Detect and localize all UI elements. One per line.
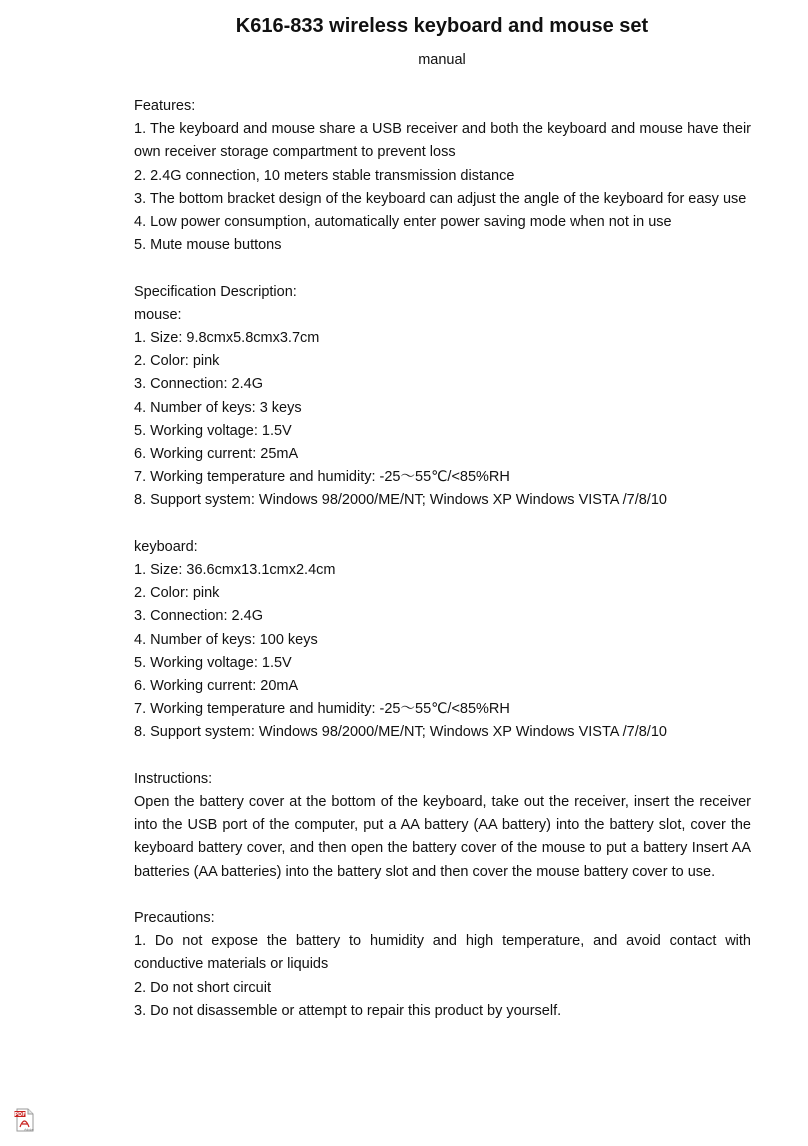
instructions-section xyxy=(134,768,751,884)
precautions-item: 2. Do not short circuit xyxy=(134,979,271,996)
mouse-spec-item: 6. Working current: 25mA xyxy=(134,446,299,463)
keyboard-spec-heading: keyboard: xyxy=(134,538,198,555)
mouse-spec-item: 5. Working voltage: 1.5V xyxy=(134,422,292,439)
keyboard-spec-item: 7. Working temperature and humidity: -25～55℃/<85%RH xyxy=(134,701,510,718)
keyboard-spec-item: 2. Color: pink xyxy=(134,585,220,602)
pdf-badge-text: PDF xyxy=(14,1112,26,1118)
features-item: 2. 2.4G connection, 10 meters stable transmission distance xyxy=(134,167,515,184)
features-item: 1. The keyboard and mouse share a USB receiver and both the keyboard and mouse have their own receiver storage compartment to prevent loss xyxy=(134,121,751,161)
specification-section xyxy=(134,281,751,745)
mouse-spec-item: 7. Working temperature and humidity: -25～55℃/<85%RH xyxy=(134,469,510,486)
features-item: 3. The bottom bracket design of the keyboard can adjust the angle of the keyboard for easy use xyxy=(134,190,747,207)
mouse-spec-item: 2. Color: pink xyxy=(134,353,220,370)
instructions-text: Open the battery cover at the bottom of the keyboard, take out the receiver, insert the receiver into the USB port of the computer, put a AA battery (AA battery) into the battery slot, cover the keyboard battery cover, and then open the battery cover of the mouse to put a battery Insert AA batteries (AA batteries) into the battery slot and then cover the mouse battery cover to use. xyxy=(134,794,751,880)
precautions-heading: Precautions: xyxy=(134,910,215,927)
features-section xyxy=(134,95,751,257)
features-heading: Features: xyxy=(134,98,196,114)
keyboard-spec-item: 8. Support system: Windows 98/2000/ME/NT; Windows XP Windows VISTA /7/8/10 xyxy=(134,724,667,741)
keyboard-spec-item: 1. Size: 36.6cmx13.1cmx2.4cm xyxy=(134,562,336,579)
mouse-spec-item: 8. Support system: Windows 98/2000/ME/NT; Windows XP Windows VISTA /7/8/10 xyxy=(134,492,667,509)
specification-heading: Specification Description: xyxy=(134,283,297,300)
features-item: 4. Low power consumption, automatically enter power saving mode when not in use xyxy=(134,214,672,231)
features-item: 5. Mute mouse buttons xyxy=(134,237,282,254)
mouse-spec-item: 1. Size: 9.8cmx5.8cmx3.7cm xyxy=(134,330,320,347)
pdf-file-icon xyxy=(14,1108,36,1132)
instructions-heading: Instructions: xyxy=(134,770,213,787)
precautions-item: 3. Do not disassemble or attempt to repair this product by yourself. xyxy=(134,1002,562,1019)
keyboard-spec-item: 3. Connection: 2.4G xyxy=(134,608,263,625)
mouse-spec-item: 3. Connection: 2.4G xyxy=(134,376,263,393)
pdf-caption-text: Adobe xyxy=(24,1127,34,1132)
precautions-section xyxy=(134,907,751,1023)
document-body xyxy=(134,95,751,1023)
mouse-spec-heading: mouse: xyxy=(134,306,182,323)
keyboard-spec-item: 4. Number of keys: 100 keys xyxy=(134,631,318,648)
precautions-item: 1. Do not expose the battery to humidity and high temperature, and avoid contact with conductive materials or liquids xyxy=(134,933,751,973)
document-subtitle: manual xyxy=(418,52,466,68)
mouse-spec-item: 4. Number of keys: 3 keys xyxy=(134,399,302,416)
document-title: K616-833 wireless keyboard and mouse set xyxy=(235,15,649,37)
keyboard-spec-item: 5. Working voltage: 1.5V xyxy=(134,654,292,671)
keyboard-spec-item: 6. Working current: 20mA xyxy=(134,678,299,695)
